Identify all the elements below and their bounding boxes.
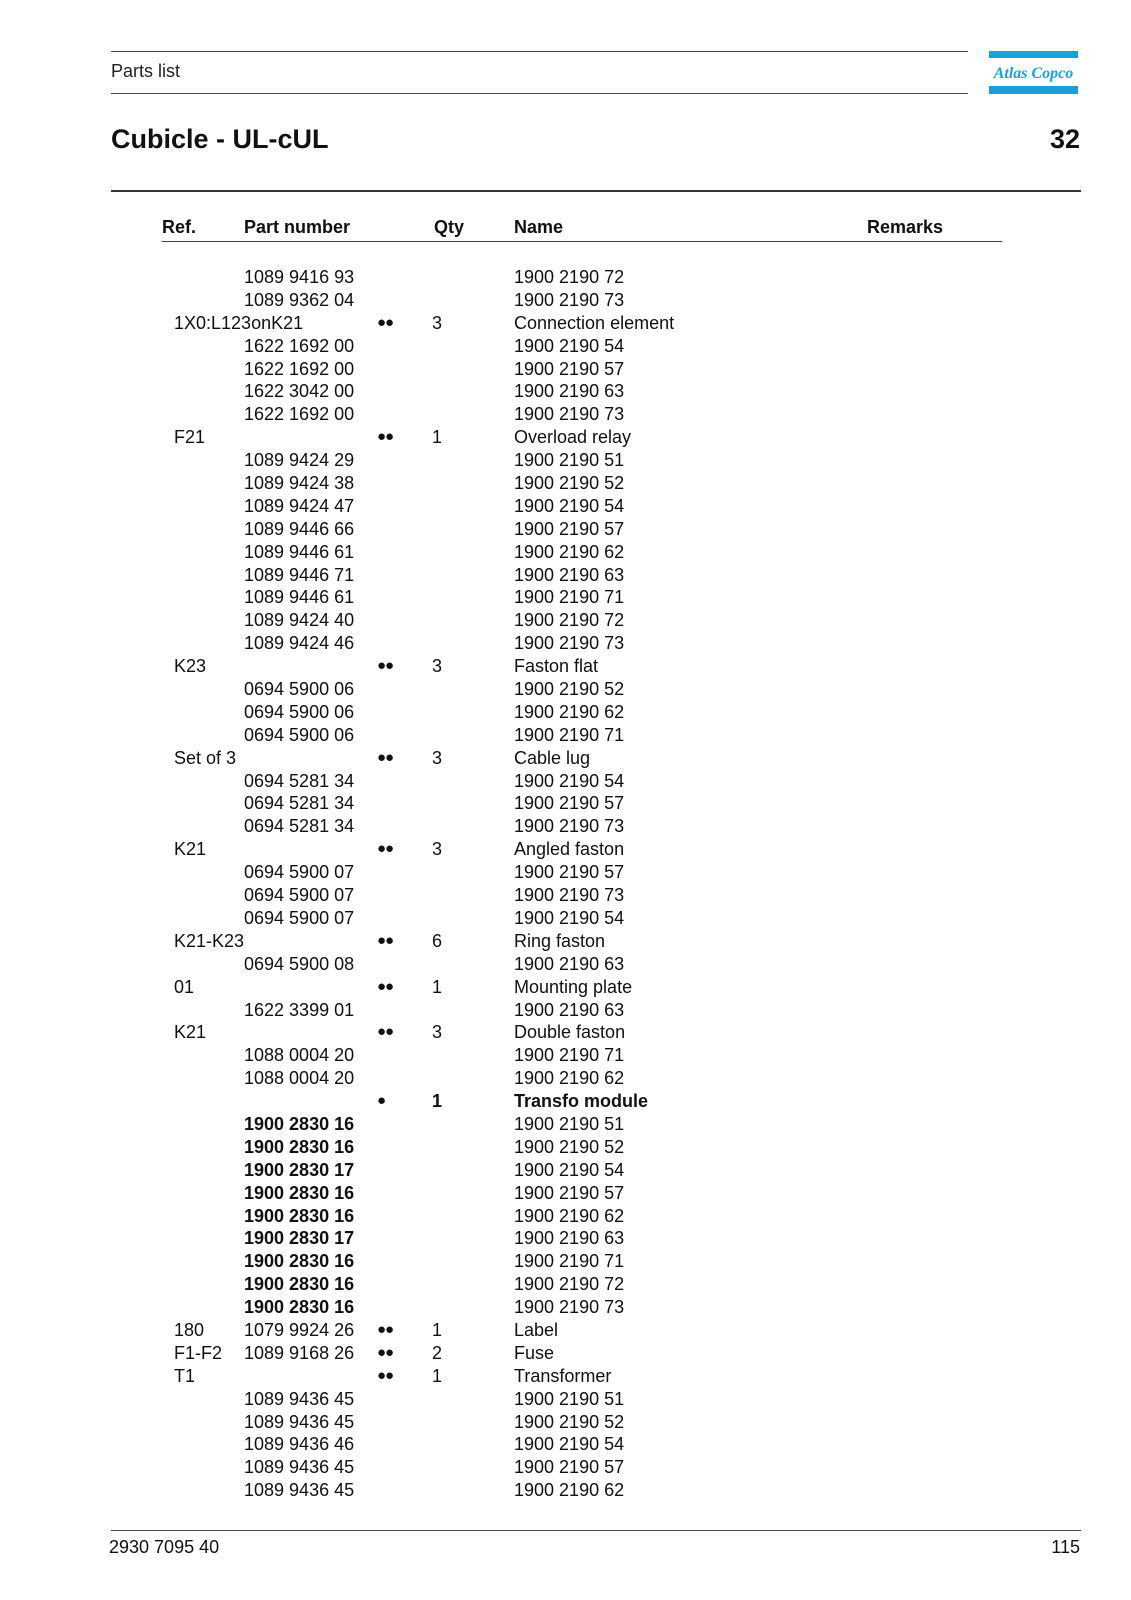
section-number: 32 bbox=[1049, 124, 1080, 154]
part-number-cell: 0694 5900 07 bbox=[244, 862, 355, 883]
name-cell: 1900 2190 54 bbox=[514, 1159, 625, 1180]
table-row bbox=[0, 1479, 1131, 1502]
name-cell: 1900 2190 71 bbox=[514, 1251, 625, 1272]
name-cell: 1900 2190 62 bbox=[514, 1068, 625, 1089]
level-dots: ●● bbox=[377, 840, 394, 858]
table-row bbox=[0, 907, 1131, 930]
table-row bbox=[0, 1342, 1131, 1365]
table-row bbox=[0, 861, 1131, 884]
name-cell: 1900 2190 73 bbox=[514, 633, 625, 654]
table-row bbox=[0, 1411, 1131, 1434]
table-row bbox=[0, 1456, 1131, 1479]
table-row bbox=[0, 495, 1131, 518]
table-row bbox=[0, 770, 1131, 793]
table-row bbox=[0, 792, 1131, 815]
name-cell: 1900 2190 63 bbox=[514, 381, 625, 402]
ref-cell: K21 bbox=[174, 1022, 207, 1043]
table-row bbox=[0, 815, 1131, 838]
table-header-rule bbox=[162, 241, 1002, 242]
table-row bbox=[0, 1090, 1131, 1113]
table-row bbox=[0, 1433, 1131, 1456]
name-cell: 1900 2190 71 bbox=[514, 1045, 625, 1066]
level-dots: ●● bbox=[377, 977, 394, 995]
name-cell: 1900 2190 72 bbox=[514, 610, 625, 631]
part-number-cell: 1900 2830 16 bbox=[244, 1274, 355, 1295]
name-cell: Fuse bbox=[514, 1342, 555, 1363]
qty-cell: 1 bbox=[432, 427, 443, 448]
level-dots: ●● bbox=[377, 428, 394, 446]
table-row bbox=[0, 1365, 1131, 1388]
name-cell: Overload relay bbox=[514, 427, 632, 448]
footer-document-number: 2930 7095 40 bbox=[109, 1537, 220, 1557]
name-cell: 1900 2190 57 bbox=[514, 1182, 625, 1203]
name-cell: 1900 2190 62 bbox=[514, 1480, 625, 1501]
level-dots: ●● bbox=[377, 1320, 394, 1338]
name-cell: Cable lug bbox=[514, 747, 591, 768]
part-number-cell: 1622 1692 00 bbox=[244, 358, 355, 379]
name-cell: 1900 2190 71 bbox=[514, 587, 625, 608]
name-cell: 1900 2190 62 bbox=[514, 541, 625, 562]
section-label: Parts list bbox=[111, 61, 181, 81]
table-row bbox=[0, 678, 1131, 701]
table-row bbox=[0, 358, 1131, 381]
table-row bbox=[0, 999, 1131, 1022]
name-cell: Transformer bbox=[514, 1365, 612, 1386]
ref-cell: 01 bbox=[174, 976, 195, 997]
ref-cell: 180 bbox=[174, 1319, 205, 1340]
part-number-cell: 1622 1692 00 bbox=[244, 335, 355, 356]
name-cell: 1900 2190 51 bbox=[514, 1388, 625, 1409]
name-cell: Double faston bbox=[514, 1022, 626, 1043]
level-dots: ●● bbox=[377, 748, 394, 766]
part-number-cell: 1900 2830 17 bbox=[244, 1228, 355, 1249]
part-number-cell: 1089 9362 04 bbox=[244, 289, 355, 310]
part-number-cell: 0694 5281 34 bbox=[244, 793, 355, 814]
part-number-cell: 0694 5900 06 bbox=[244, 701, 355, 722]
qty-cell: 1 bbox=[432, 1319, 443, 1340]
table-row bbox=[0, 747, 1131, 770]
name-cell: 1900 2190 54 bbox=[514, 907, 625, 928]
table-row bbox=[0, 953, 1131, 976]
name-cell: 1900 2190 62 bbox=[514, 701, 625, 722]
qty-cell: 1 bbox=[432, 1091, 443, 1112]
part-number-cell: 1900 2830 16 bbox=[244, 1205, 355, 1226]
part-number-cell: 1089 9424 38 bbox=[244, 473, 355, 494]
page-title: Cubicle - UL-cUL bbox=[111, 124, 329, 154]
table-row bbox=[0, 1388, 1131, 1411]
table-row bbox=[0, 838, 1131, 861]
name-cell: Ring faston bbox=[514, 930, 606, 951]
part-number-cell: 0694 5281 34 bbox=[244, 770, 355, 791]
part-number-cell: 1089 9436 45 bbox=[244, 1457, 355, 1478]
qty-cell: 1 bbox=[432, 1365, 443, 1386]
name-cell: 1900 2190 57 bbox=[514, 518, 625, 539]
ref-cell: Set of 3 bbox=[174, 747, 237, 768]
qty-cell: 2 bbox=[432, 1342, 443, 1363]
ref-cell: K21-K23 bbox=[174, 930, 245, 951]
name-cell: 1900 2190 51 bbox=[514, 450, 625, 471]
level-dots: ●● bbox=[377, 1343, 394, 1361]
name-cell: 1900 2190 52 bbox=[514, 1136, 625, 1157]
ref-cell: F1-F2 bbox=[174, 1342, 223, 1363]
table-row bbox=[0, 266, 1131, 289]
name-cell: 1900 2190 52 bbox=[514, 473, 625, 494]
name-cell: 1900 2190 57 bbox=[514, 793, 625, 814]
column-header-part-number: Part number bbox=[244, 217, 351, 237]
qty-cell: 3 bbox=[432, 747, 443, 768]
part-number-cell: 0694 5900 06 bbox=[244, 679, 355, 700]
table-row bbox=[0, 1250, 1131, 1273]
part-number-cell: 1089 9416 93 bbox=[244, 267, 355, 287]
footer-page-number: 115 bbox=[1051, 1537, 1080, 1557]
table-row bbox=[0, 289, 1131, 312]
part-number-cell: 1089 9436 45 bbox=[244, 1411, 355, 1432]
part-number-cell: 1088 0004 20 bbox=[244, 1045, 355, 1066]
table-row bbox=[0, 403, 1131, 426]
part-number-cell: 1900 2830 16 bbox=[244, 1113, 355, 1134]
name-cell: 1900 2190 57 bbox=[514, 358, 625, 379]
name-cell: 1900 2190 63 bbox=[514, 999, 625, 1020]
part-number-cell: 1089 9424 46 bbox=[244, 633, 355, 654]
part-number-cell: 1089 9424 29 bbox=[244, 450, 355, 471]
logo-wordmark: Atlas Copco bbox=[993, 65, 1074, 82]
ref-cell: T1 bbox=[174, 1365, 196, 1386]
part-number-cell: 1900 2830 16 bbox=[244, 1182, 355, 1203]
part-number-cell: 0694 5900 06 bbox=[244, 724, 355, 745]
part-number-cell: 1900 2830 17 bbox=[244, 1159, 355, 1180]
column-header-name: Name bbox=[514, 217, 564, 237]
name-cell: 1900 2190 54 bbox=[514, 770, 625, 791]
table-row bbox=[0, 1159, 1131, 1182]
part-number-cell: 1089 9436 46 bbox=[244, 1434, 355, 1455]
ref-cell: K23 bbox=[174, 656, 207, 677]
table-row bbox=[0, 586, 1131, 609]
qty-cell: 3 bbox=[432, 839, 443, 860]
table-row bbox=[0, 1296, 1131, 1319]
part-number-cell: 1089 9446 71 bbox=[244, 564, 355, 585]
qty-cell: 3 bbox=[432, 656, 443, 677]
table-row bbox=[0, 564, 1131, 587]
table-row bbox=[0, 1205, 1131, 1228]
table-row bbox=[0, 335, 1131, 358]
column-header-ref: Ref. bbox=[162, 217, 197, 237]
level-dots: ●● bbox=[377, 657, 394, 675]
name-cell: 1900 2190 73 bbox=[514, 885, 625, 906]
ref-cell: 1X0:L123onK21 bbox=[174, 312, 304, 333]
table-row bbox=[0, 884, 1131, 907]
table-row bbox=[0, 449, 1131, 472]
part-number-cell: 0694 5900 07 bbox=[244, 885, 355, 906]
part-number-cell: 1089 9446 61 bbox=[244, 541, 355, 562]
part-number-cell: 1079 9924 26 bbox=[244, 1319, 355, 1340]
name-cell: Faston flat bbox=[514, 656, 599, 677]
part-number-cell: 1089 9436 45 bbox=[244, 1480, 355, 1501]
table-row bbox=[0, 472, 1131, 495]
table-row bbox=[0, 541, 1131, 564]
name-cell: 1900 2190 72 bbox=[514, 267, 625, 287]
table-row bbox=[0, 1044, 1131, 1067]
table-row bbox=[0, 1067, 1131, 1090]
part-number-cell: 1622 1692 00 bbox=[244, 404, 355, 425]
name-cell: 1900 2190 57 bbox=[514, 1457, 625, 1478]
name-cell: 1900 2190 52 bbox=[514, 679, 625, 700]
level-dots: ●● bbox=[377, 931, 394, 949]
name-cell: 1900 2190 73 bbox=[514, 289, 625, 310]
table-row bbox=[0, 518, 1131, 541]
part-number-cell: 1089 9168 26 bbox=[244, 1342, 355, 1363]
atlas-copco-logo bbox=[989, 51, 1078, 94]
column-header-qty: Qty bbox=[434, 217, 465, 237]
table-row bbox=[0, 1319, 1131, 1342]
table-row bbox=[0, 724, 1131, 747]
name-cell: 1900 2190 71 bbox=[514, 724, 625, 745]
level-dots: ●● bbox=[377, 1366, 394, 1384]
part-number-cell: 1622 3399 01 bbox=[244, 999, 355, 1020]
header-top-rule bbox=[111, 51, 968, 52]
table-row bbox=[0, 632, 1131, 655]
name-cell: 1900 2190 72 bbox=[514, 1274, 625, 1295]
table-row bbox=[0, 1182, 1131, 1205]
part-number-cell: 1089 9446 61 bbox=[244, 587, 355, 608]
name-cell: 1900 2190 63 bbox=[514, 953, 625, 974]
table-row bbox=[0, 655, 1131, 678]
qty-cell: 1 bbox=[432, 976, 443, 997]
table-row bbox=[0, 1021, 1131, 1044]
column-header-remarks: Remarks bbox=[867, 217, 944, 237]
name-cell: 1900 2190 73 bbox=[514, 1297, 625, 1318]
name-cell: 1900 2190 54 bbox=[514, 1434, 625, 1455]
part-number-cell: 1089 9446 66 bbox=[244, 518, 355, 539]
name-cell: Mounting plate bbox=[514, 976, 633, 997]
name-cell: 1900 2190 54 bbox=[514, 495, 625, 516]
part-number-cell: 0694 5281 34 bbox=[244, 816, 355, 837]
parts-table-body bbox=[0, 266, 1131, 1502]
level-dots: ● bbox=[377, 1092, 386, 1110]
table-row bbox=[0, 1227, 1131, 1250]
name-cell: 1900 2190 63 bbox=[514, 564, 625, 585]
name-cell: 1900 2190 63 bbox=[514, 1228, 625, 1249]
table-row bbox=[0, 1113, 1131, 1136]
table-row bbox=[0, 380, 1131, 403]
part-number-cell: 1088 0004 20 bbox=[244, 1068, 355, 1089]
table-row bbox=[0, 1273, 1131, 1296]
table-row bbox=[0, 312, 1131, 335]
part-number-cell: 1900 2830 16 bbox=[244, 1297, 355, 1318]
part-number-cell: 1089 9436 45 bbox=[244, 1388, 355, 1409]
level-dots: ●● bbox=[377, 313, 394, 331]
part-number-cell: 0694 5900 07 bbox=[244, 907, 355, 928]
table-row bbox=[0, 1136, 1131, 1159]
name-cell: 1900 2190 73 bbox=[514, 404, 625, 425]
title-rule bbox=[111, 190, 1081, 192]
header-bottom-rule bbox=[111, 93, 968, 94]
part-number-cell: 1089 9424 47 bbox=[244, 495, 355, 516]
part-number-cell: 1089 9424 40 bbox=[244, 610, 355, 631]
name-cell: 1900 2190 57 bbox=[514, 862, 625, 883]
name-cell: Angled faston bbox=[514, 839, 625, 860]
level-dots: ●● bbox=[377, 1023, 394, 1041]
name-cell: Transfo module bbox=[514, 1091, 649, 1112]
name-cell: Connection element bbox=[514, 312, 675, 333]
part-number-cell: 1900 2830 16 bbox=[244, 1136, 355, 1157]
ref-cell: F21 bbox=[174, 427, 206, 448]
footer-rule bbox=[111, 1530, 1081, 1531]
ref-cell: K21 bbox=[174, 839, 207, 860]
name-cell: 1900 2190 52 bbox=[514, 1411, 625, 1432]
table-row bbox=[0, 976, 1131, 999]
name-cell: 1900 2190 51 bbox=[514, 1113, 625, 1134]
table-row bbox=[0, 701, 1131, 724]
part-number-cell: 1900 2830 16 bbox=[244, 1251, 355, 1272]
qty-cell: 3 bbox=[432, 312, 443, 333]
qty-cell: 3 bbox=[432, 1022, 443, 1043]
part-number-cell: 1622 3042 00 bbox=[244, 381, 355, 402]
name-cell: 1900 2190 62 bbox=[514, 1205, 625, 1226]
name-cell: 1900 2190 73 bbox=[514, 816, 625, 837]
name-cell: Label bbox=[514, 1319, 559, 1340]
table-row bbox=[0, 930, 1131, 953]
table-row bbox=[0, 426, 1131, 449]
name-cell: 1900 2190 54 bbox=[514, 335, 625, 356]
qty-cell: 6 bbox=[432, 930, 443, 951]
table-row bbox=[0, 609, 1131, 632]
part-number-cell: 0694 5900 08 bbox=[244, 953, 355, 974]
